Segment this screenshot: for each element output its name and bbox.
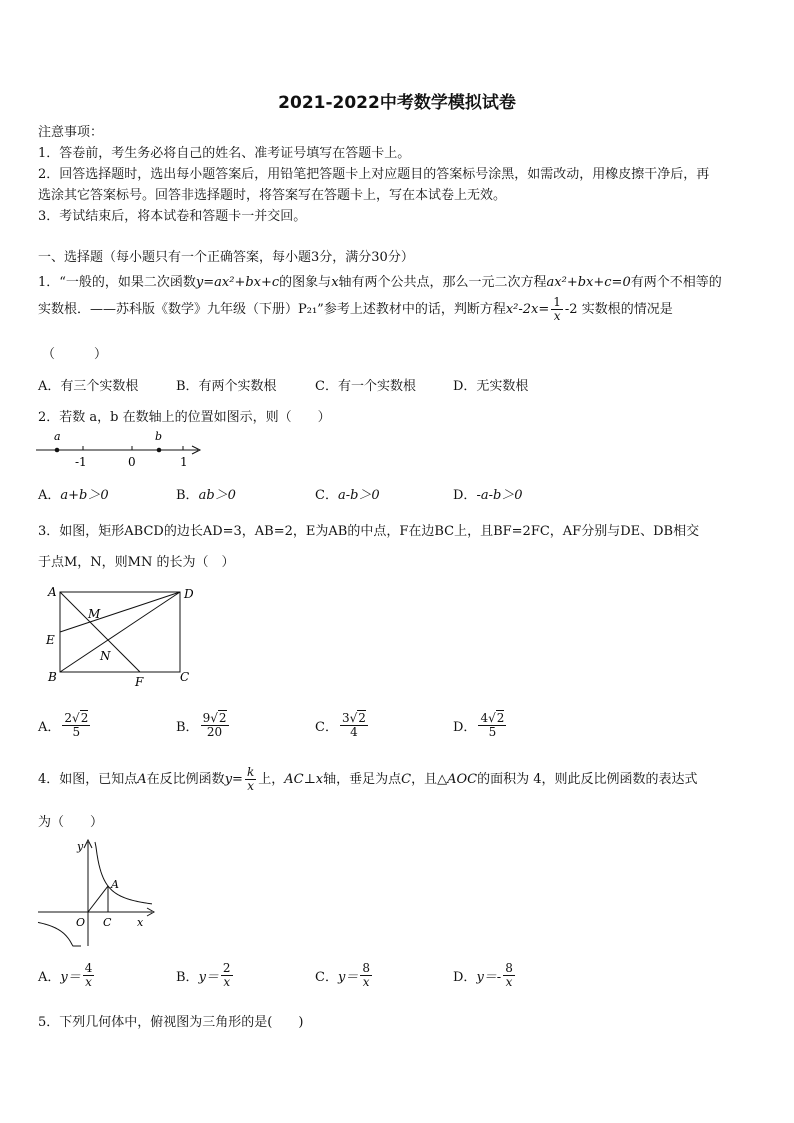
question-1-line-2: 实数根．——苏科版《数学》九年级（下册）P₂₁”参考上述教材中的话，判断方程x²-2x= $\frac{1}{x}$ -2 实数根的情况是 xyxy=(38,295,673,324)
number-line-figure xyxy=(30,426,210,472)
q4-option-b: B．y＝ $\frac{2}{x}$ xyxy=(176,961,231,990)
label-A: A xyxy=(111,878,119,891)
q1-option-b: B．有两个实数根 xyxy=(176,379,277,394)
page-title: 2021-2022中考数学模拟试卷 xyxy=(278,93,516,113)
question-2-stem: 2．若数 a，b 在数轴上的位置如图示，则（ ） xyxy=(38,410,331,425)
q2-option-c: C．a-b＞0 xyxy=(315,488,380,503)
hyperbola-branch-positive xyxy=(95,842,152,904)
tick-label-minus-1: -1 xyxy=(75,455,87,469)
q1-option-a: A．有三个实数根 xyxy=(38,379,139,394)
q1-option-c: C．有一个实数根 xyxy=(315,379,416,394)
q1-option-d: D．无实数根 xyxy=(453,379,529,394)
label-y: y xyxy=(77,840,84,853)
fraction-1-over-x: $\frac{1}{x}$ xyxy=(553,295,561,324)
point-b-dot xyxy=(157,448,162,453)
q2-option-d: D．-a-b＞0 xyxy=(453,488,523,503)
label-b: b xyxy=(155,430,163,443)
q4-option-c: C．y＝ $\frac{8}{x}$ xyxy=(315,961,370,990)
label-D: D xyxy=(184,587,194,601)
q3-option-a: A． $\frac{2√2}{5}$ xyxy=(38,711,89,740)
point-a-dot xyxy=(55,448,60,453)
q3-option-c: C． $\frac{3√2}{4}$ xyxy=(315,711,366,740)
inverse-function-graph xyxy=(34,836,164,954)
label-E: E xyxy=(46,633,55,647)
question-4-line-2: 为（ ） xyxy=(38,815,104,830)
notice-line-3: 3．考试结束后，将本试卷和答题卡一并交回。 xyxy=(38,209,307,224)
tick-label-1: 1 xyxy=(180,455,188,469)
notice-heading: 注意事项： xyxy=(38,125,104,140)
q3-option-d: D． $\frac{4√2}{5}$ xyxy=(453,711,505,740)
notice-line-1: 1．答卷前，考生务必将自己的姓名、准考证号填写在答题卡上。 xyxy=(38,146,411,161)
label-F: F xyxy=(135,675,144,689)
label-a: a xyxy=(54,430,61,443)
q4-option-d: D．y＝- $\frac{8}{x}$ xyxy=(453,961,513,990)
notice-line-2a: 2．回答选择题时，选出每小题答案后，用铅笔把答题卡上对应题目的答案标号涂黑，如需改动，用橡皮擦干净后，再 xyxy=(38,167,710,182)
question-3-line-2: 于点M，N，则MN 的长为（ ） xyxy=(38,555,235,570)
label-B: B xyxy=(48,670,57,684)
question-1-line-1: 1．“一般的，如果二次函数y=ax²+bx+c的图象与x轴有两个公共点，那么一元二次方程ax²+bx+c=0有两个不相等的 xyxy=(38,275,722,290)
q3-option-b: B． $\frac{9√2}{20}$ xyxy=(176,711,227,740)
question-5-stem: 5．下列几何体中，俯视图为三角形的是( ) xyxy=(38,1015,304,1030)
question-4-line-1: 4．如图，已知点A在反比例函数y= $\frac{k}{x}$ 上，AC⊥x轴，垂足为点C，且△AOC的面积为 4，则此反比例函数的表达式 xyxy=(38,765,698,794)
label-M: M xyxy=(88,607,101,621)
tick-label-0: 0 xyxy=(128,455,136,469)
question-3-line-1: 3．如图，矩形ABCD的边长AD=3，AB=2，E为AB的中点，F在边BC上，且BF=2FC，AF分别与DE、DB相交 xyxy=(38,524,700,539)
q4-option-a: A．y＝ $\frac{4}{x}$ xyxy=(38,961,93,990)
segment-BD xyxy=(60,592,180,672)
label-O: O xyxy=(76,916,86,929)
label-A: A xyxy=(48,585,57,599)
section-heading: 一、选择题（每小题只有一个正确答案，每小题3分，满分30分） xyxy=(38,250,414,265)
label-C: C xyxy=(180,670,190,684)
notice-line-2b: 选涂其它答案标号。回答非选择题时，将答案写在答题卡上，写在本试卷上无效。 xyxy=(38,188,507,203)
segment-ED xyxy=(60,592,180,632)
segment-OA xyxy=(88,886,108,912)
label-C: C xyxy=(103,916,112,929)
label-x: x xyxy=(137,916,144,929)
q2-option-a: A．a+b＞0 xyxy=(38,488,109,503)
rectangle-figure xyxy=(40,582,210,690)
q2-option-b: B．ab＞0 xyxy=(176,488,236,503)
answer-paren: （ ） xyxy=(42,347,108,362)
hyperbola-branch-negative xyxy=(38,922,81,946)
label-N: N xyxy=(100,649,111,663)
